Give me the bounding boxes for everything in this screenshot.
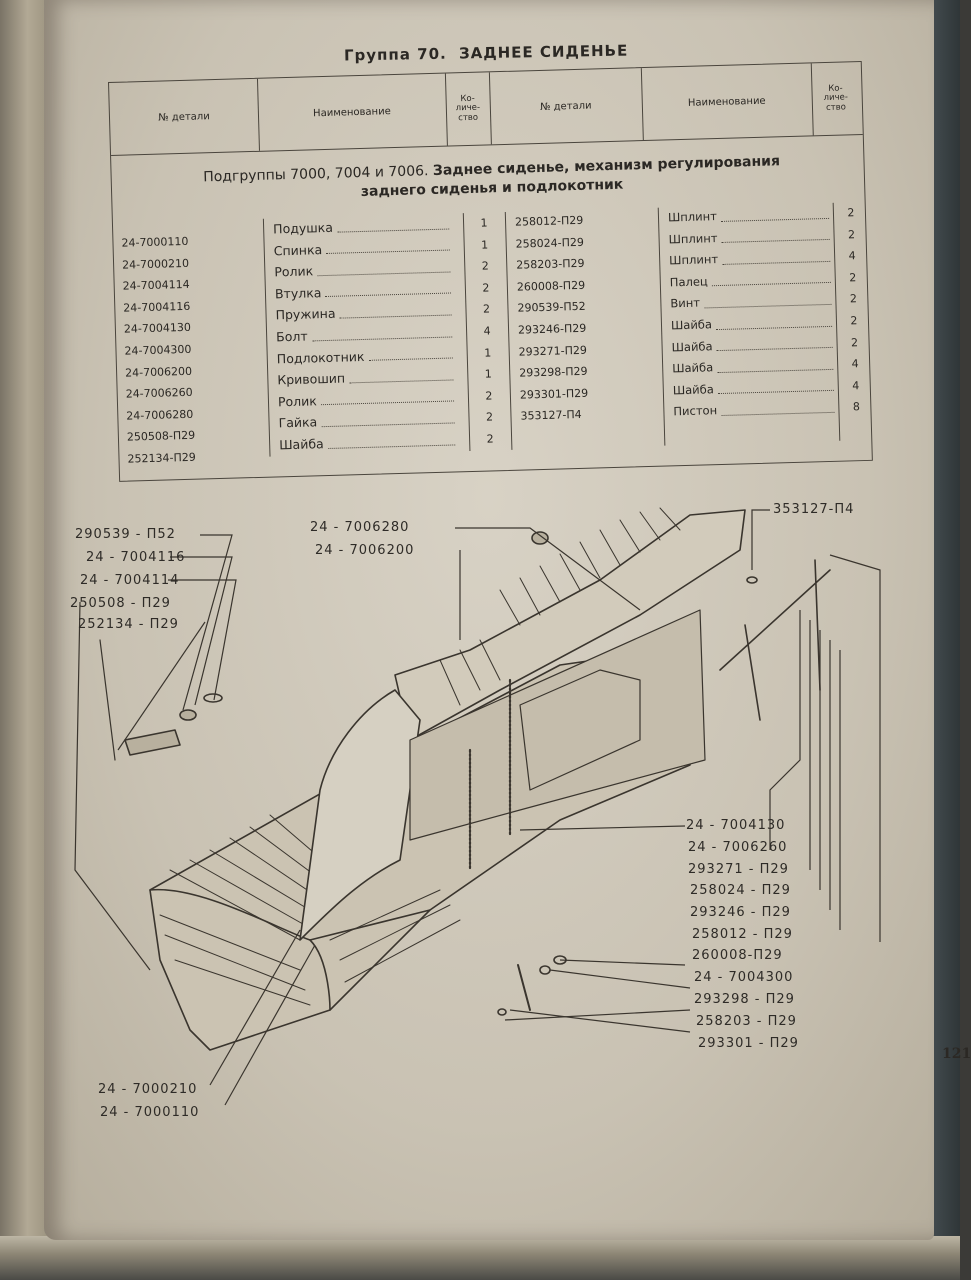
callout-label: 24 - 7000110 — [100, 1105, 200, 1120]
part-name: Шайба — [670, 317, 713, 333]
part-name: Кривошип — [277, 370, 346, 388]
part-number: 24-7006200 — [124, 364, 193, 380]
part-name-row — [673, 397, 839, 423]
callout-label: 293298 - П29 — [694, 992, 795, 1007]
leader-dots — [327, 429, 455, 448]
part-quantity: 1 — [480, 216, 488, 230]
table-header — [109, 62, 863, 156]
part-name: Шайба — [278, 436, 324, 453]
part-quantity: 1 — [484, 367, 492, 381]
part-number: 24-7000110 — [121, 234, 189, 250]
part-name: Втулка — [274, 284, 322, 302]
part-number: 353127-П4 — [520, 408, 582, 423]
part-name: Ролик — [274, 263, 314, 280]
part-name: Шайба — [672, 381, 714, 398]
part-number: 24-7006260 — [125, 385, 193, 401]
left-quantities — [473, 212, 502, 450]
part-quantity: 4 — [483, 324, 491, 338]
part-number: 258203-П29 — [516, 256, 585, 272]
subgroup-lead: Подгруппы 7000, 7004 и 7006. — [202, 163, 429, 186]
leader-dots — [716, 332, 832, 351]
part-quantity: 2 — [482, 302, 491, 316]
part-name: Шплинт — [668, 230, 718, 246]
page-bottom-edge — [0, 1236, 960, 1280]
col-header-name-right: Наименование — [641, 63, 814, 140]
parts-table — [108, 61, 873, 482]
callout-label: 24 - 7006260 — [688, 840, 788, 855]
part-number: 293246-П29 — [517, 321, 587, 337]
part-name: Шплинт — [669, 252, 719, 268]
part-quantity: 2 — [486, 432, 494, 446]
part-name: Болт — [275, 328, 308, 345]
col-header-part-right: № детали — [489, 68, 644, 144]
leader-dots — [337, 214, 450, 233]
part-quantity: 2 — [850, 335, 859, 349]
part-number: 252134-П29 — [127, 450, 196, 466]
part-name: Пистон — [673, 403, 718, 419]
column-divider — [463, 213, 471, 451]
callout-label: 293271 - П29 — [688, 862, 789, 877]
seat-exploded-drawing — [0, 490, 960, 1150]
part-quantity: 4 — [848, 249, 856, 263]
right-part-names — [668, 203, 839, 423]
callout-label: 252134 - П29 — [78, 617, 179, 632]
callout-label: 258024 - П29 — [690, 883, 791, 898]
part-quantity: 4 — [852, 378, 860, 393]
part-number: 24-7004300 — [124, 342, 192, 358]
leader-dots — [711, 268, 830, 287]
left-part-numbers — [121, 231, 196, 470]
part-quantity: 1 — [484, 345, 492, 360]
part-name: Палец — [669, 274, 708, 290]
column-divider — [263, 219, 271, 457]
page-number: 121 — [942, 1046, 971, 1062]
part-name: Шайба — [671, 338, 713, 354]
callout-label: 290539 - П52 — [75, 527, 176, 542]
column-divider — [658, 208, 666, 446]
leader-dots — [317, 257, 451, 276]
part-number: 293271-П29 — [518, 343, 588, 359]
leader-dots — [326, 235, 450, 254]
part-quantity: 2 — [849, 270, 857, 285]
part-name: Подлокотник — [276, 348, 365, 366]
right-quantities — [841, 202, 867, 418]
callout-label: 24 - 7004114 — [80, 573, 180, 588]
callout-label: 24 - 7004300 — [694, 970, 794, 985]
col-header-qty-right: Ко- личе- ство — [823, 83, 849, 113]
part-number: 24-7004114 — [122, 277, 190, 293]
leader-dots — [716, 311, 832, 330]
part-quantity: 2 — [481, 259, 489, 273]
col-header-part-left: № детали — [109, 79, 260, 155]
part-number: 260008-П29 — [516, 278, 586, 294]
leader-dots — [717, 376, 833, 395]
leader-dots — [721, 203, 830, 222]
leader-dots — [321, 408, 455, 427]
part-quantity: 2 — [849, 292, 858, 306]
column-divider — [505, 212, 513, 450]
subgroup-description: Заднее сиденье, механизм регулирования заднего сиденья и подлокотник — [360, 153, 781, 200]
callout-label: 293246 - П29 — [690, 905, 791, 920]
part-number: 24-7004130 — [123, 321, 192, 337]
callout-label: 260008-П29 — [692, 948, 783, 963]
right-part-numbers — [515, 210, 589, 428]
leader-dots — [721, 225, 830, 244]
leader-dots — [325, 278, 451, 297]
part-name: Пружина — [275, 306, 336, 323]
part-quantity: 2 — [847, 227, 856, 241]
callout-label: 250508 - П29 — [70, 596, 171, 611]
callout-label: 24 - 7000210 — [98, 1082, 198, 1097]
callout-label: 24 - 7006200 — [315, 543, 415, 558]
part-number: 258012-П29 — [514, 213, 584, 229]
leader-dots — [311, 321, 452, 341]
group-name: ЗАДНЕЕ СИДЕНЬЕ — [458, 41, 629, 63]
callout-label: 24 - 7004130 — [686, 818, 786, 833]
col-header-name-left: Наименование — [257, 74, 448, 151]
part-quantity: 2 — [485, 389, 493, 403]
part-quantity: 2 — [850, 314, 858, 328]
leader-dots — [722, 246, 831, 265]
part-quantity: 8 — [852, 400, 861, 414]
part-name: Шайба — [672, 360, 714, 376]
part-name: Винт — [670, 295, 701, 311]
part-name: Подушка — [272, 219, 334, 237]
part-quantity: 2 — [482, 281, 490, 295]
left-part-names — [273, 213, 460, 455]
subgroup-title — [171, 151, 812, 207]
leader-dots — [339, 300, 451, 319]
part-quantity: 4 — [851, 357, 859, 371]
part-quantity: 2 — [485, 410, 494, 424]
callout-label: 24 - 7006280 — [310, 520, 410, 535]
part-number: 24-7004116 — [123, 299, 191, 315]
part-number: 258024-П29 — [515, 235, 585, 251]
callout-label: 353127-П4 — [773, 502, 855, 517]
leader-dots — [717, 354, 833, 373]
part-number: 24-7000210 — [121, 256, 190, 272]
leader-dots — [321, 386, 455, 405]
callout-label: 258012 - П29 — [692, 927, 793, 942]
col-header-qty-left: Ко- личе- ство — [445, 72, 492, 145]
part-number: 293298-П29 — [519, 364, 588, 380]
part-quantity: 1 — [481, 238, 489, 252]
callout-label: 24 - 7004116 — [86, 550, 186, 565]
group-number: 70. — [417, 44, 447, 64]
part-number: 250508-П29 — [126, 429, 196, 444]
group-word: Группа — [343, 45, 412, 65]
part-name: Шплинт — [667, 209, 718, 225]
part-number: 24-7006280 — [126, 407, 194, 423]
page-title — [344, 42, 629, 65]
part-name: Гайка — [278, 414, 318, 431]
part-name: Спинка — [273, 241, 323, 259]
part-name: Ролик — [277, 393, 318, 410]
part-quantity: 2 — [847, 206, 855, 220]
leader-dots — [368, 343, 453, 361]
leader-dots — [721, 397, 835, 416]
leader-dots — [349, 365, 454, 384]
leader-dots — [704, 289, 832, 308]
callout-label: 293301 - П29 — [698, 1036, 799, 1051]
part-number: 293301-П29 — [519, 386, 589, 402]
part-name-row — [279, 429, 460, 456]
callout-label: 258203 - П29 — [696, 1014, 797, 1029]
part-number: 290539-П52 — [517, 300, 586, 316]
